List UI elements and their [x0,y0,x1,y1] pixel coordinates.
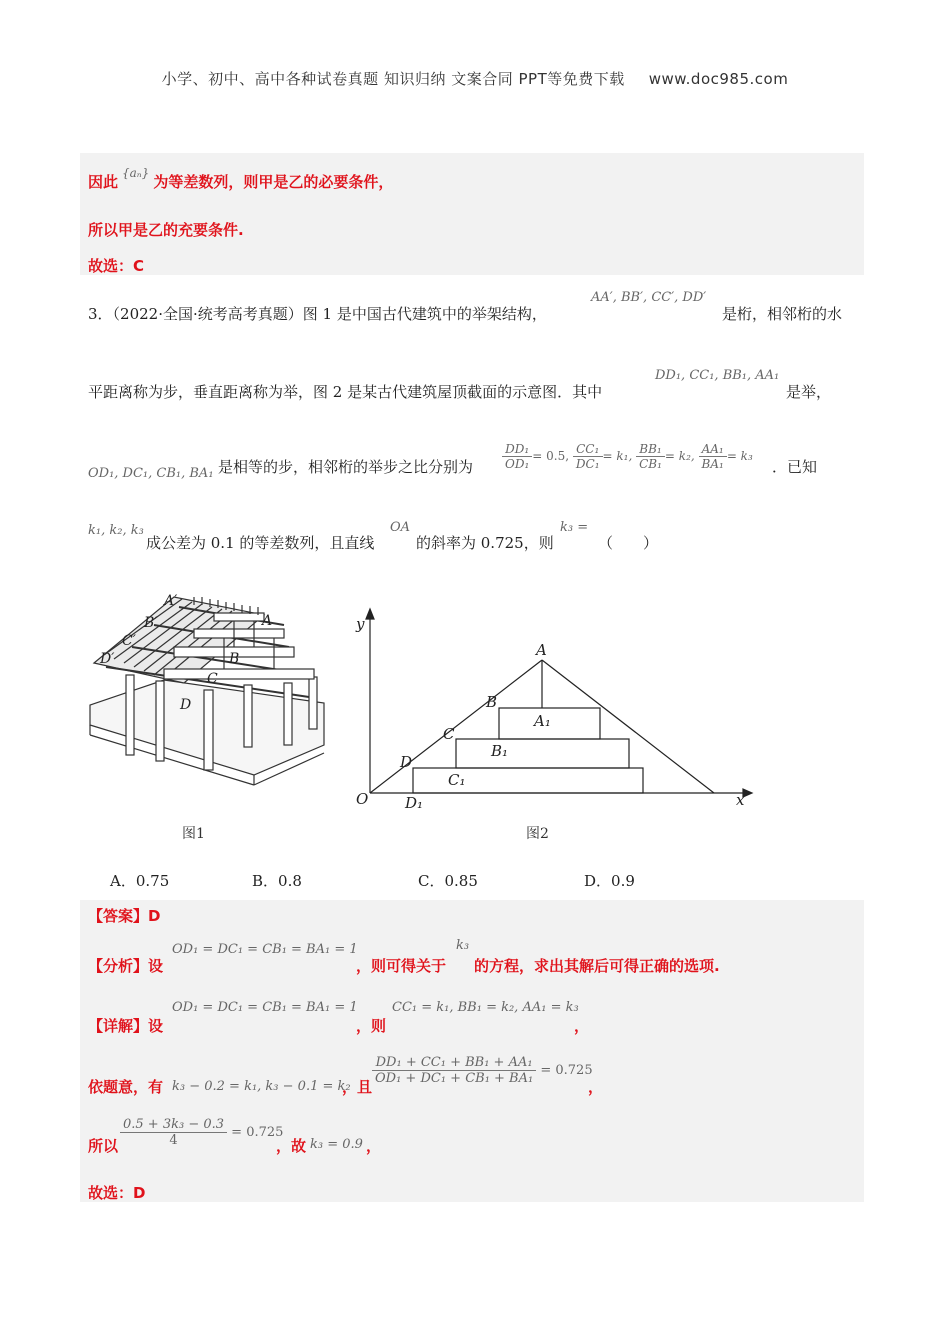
fig2-label-A1: A₁ [534,712,551,730]
figure-1-building [84,585,334,790]
fig1-label-B: B [229,651,240,667]
so-math: k₃ = 0.9 [310,1137,363,1152]
so-frac-num: 0.5 + 3k₃ − 0.3 [120,1117,227,1133]
q3-text3a: 是相等的步，相邻桁的举步之比分别为 [218,458,474,476]
q3-math1: AA′, BB′, CC′, DD′ [591,290,707,305]
figure-1-label: 图1 [182,826,205,842]
fig1-label-A: A [262,613,273,629]
ratio-4-val: = k₃ [726,449,753,463]
q3-text3b: ．已知 [772,458,818,476]
ratio-3-den: CB₁ [639,457,662,471]
ratio-2-num: CC₁ [573,442,603,457]
prev-line1-pre: 因此 [88,173,119,191]
fig1-label-Bprime: B′ [144,615,158,631]
cond-mid: ，且 [342,1078,373,1096]
figure-2-cross-section [348,605,758,810]
option-a: A．0.75 [110,872,170,890]
prev-line1-post: 为等差数列，则甲是乙的必要条件， [153,173,394,191]
ratio-2-den: DC₁ [575,457,600,471]
figure-2-label: 图2 [526,826,549,842]
cond-val: = 0.725 [540,1063,593,1078]
ratio-4-den: BA₁ [701,457,724,471]
prev-line2: 所以甲是乙的充要条件. [88,221,244,239]
fig2-label-O: O [356,790,369,808]
fig2-step-C [456,739,629,768]
ratio-1-den: OD₁ [505,457,530,471]
ratio-1-val: = 0.5, [532,449,570,463]
q3-text4c: （ ） [598,534,659,552]
option-c: C．0.85 [418,872,478,890]
so-val: = 0.725 [231,1125,284,1140]
page-header [0,68,950,89]
so-mid: ，故 [276,1137,307,1155]
fig1-label-Cprime: C′ [122,633,136,649]
fig1-label-Dprime: D′ [100,651,115,667]
option-d: D．0.9 [584,872,635,890]
so-pre: 所以 [88,1137,119,1155]
fig2-label-B: B [486,693,498,711]
ratio-3-val: = k₂, [664,449,695,463]
q3-number: 3． [88,305,113,323]
cond-math: k₃ − 0.2 = k₁, k₃ − 0.1 = k₂ [172,1079,351,1094]
fig2-label-D: D [400,753,413,771]
cond-frac-num: DD₁ + CC₁ + BB₁ + AA₁ [372,1055,536,1071]
cond-frac-den: OD₁ + DC₁ + CB₁ + BA₁ [375,1071,534,1086]
header-text: 小学、初中、高中各种试卷真题 知识归纳 文案合同 PPT等免费下载 [161,70,625,88]
analysis-mid: ，则可得关于 [356,957,447,975]
so-frac-den: 4 [169,1133,178,1148]
option-b: B．0.8 [252,872,302,890]
cond-fraction [372,1055,593,1086]
q3-math3: OD₁, DC₁, CB₁, BA₁ [88,466,214,481]
ratio-4-num: AA₁ [699,442,727,457]
fig2-label-C1: C₁ [448,771,466,789]
cond-pre: 依题意，有 [88,1078,164,1096]
detail-math2: CC₁ = k₁, BB₁ = k₂, AA₁ = k₃ [392,1000,579,1015]
q3-math2: DD₁, CC₁, BB₁, AA₁ [655,368,780,383]
ratio-2 [573,442,603,471]
fig2-right-slope [542,660,714,793]
detail-mid: ，则 [356,1017,387,1035]
fig2-label-B1: B₁ [491,742,509,760]
ratio-1-num: DD₁ [502,442,532,457]
detail-math1: OD₁ = DC₁ = CB₁ = BA₁ = 1 [172,1000,358,1015]
answer-line: 【答案】D [88,907,161,925]
header-site: www.doc985.com [648,70,789,88]
prev-line1-math: {aₙ} [122,166,150,180]
q3-source: （2022·全国·统考高考真题）图 1 是中国古代建筑中的举架结构， [112,305,547,323]
so-post: ， [366,1137,382,1155]
ratio-1 [502,442,532,471]
ratio-3-num: BB₁ [636,442,665,457]
analysis-math2: k₃ [456,938,470,953]
detail-post: ， [574,1017,590,1035]
q3-math5: OA [390,520,411,535]
cond-frac [372,1055,536,1086]
fig2-label-y: y [356,615,365,633]
ratio-3 [636,442,665,471]
q3-math4: k₁, k₂, k₃ [88,523,144,538]
fig2-label-D1: D₁ [405,794,424,810]
q3-math6: k₃ = [560,520,589,535]
fig2-label-x: x [736,791,745,809]
final-answer: 故选：D [88,1184,146,1202]
q3-text4a: 成公差为 0.1 的等差数列，且直线 [146,534,375,552]
detail-pre: 【详解】设 [88,1017,164,1035]
ratio-2-val: = k₁, [602,449,633,463]
analysis-pre: 【分析】设 [88,957,164,975]
fig2-label-A: A [536,641,547,659]
q3-text1: 是桁，相邻桁的水 [722,305,843,323]
so-frac [120,1117,227,1148]
q3-text2b: 是举， [786,383,832,401]
q3-text4b: 的斜率为 0.725，则 [416,534,554,552]
prev-line1 [88,166,394,192]
analysis-post: 的方程，求出其解后可得正确的选项. [474,957,720,975]
fig1-label-C: C [207,671,218,687]
cond-post: ， [588,1078,604,1096]
fig2-label-C: C [443,725,455,743]
ratio-4 [699,442,727,471]
fig1-label-Aprime: A′ [164,593,178,609]
so-fraction [120,1117,283,1148]
q3-ratios [502,442,753,471]
fig1-label-D: D [180,697,192,713]
prev-line3: 故选：C [88,257,145,275]
analysis-math1: OD₁ = DC₁ = CB₁ = BA₁ = 1 [172,942,358,957]
q3-text2a: 平距离称为步，垂直距离称为举，图 2 是某古代建筑屋顶截面的示意图．其中 [88,383,603,401]
